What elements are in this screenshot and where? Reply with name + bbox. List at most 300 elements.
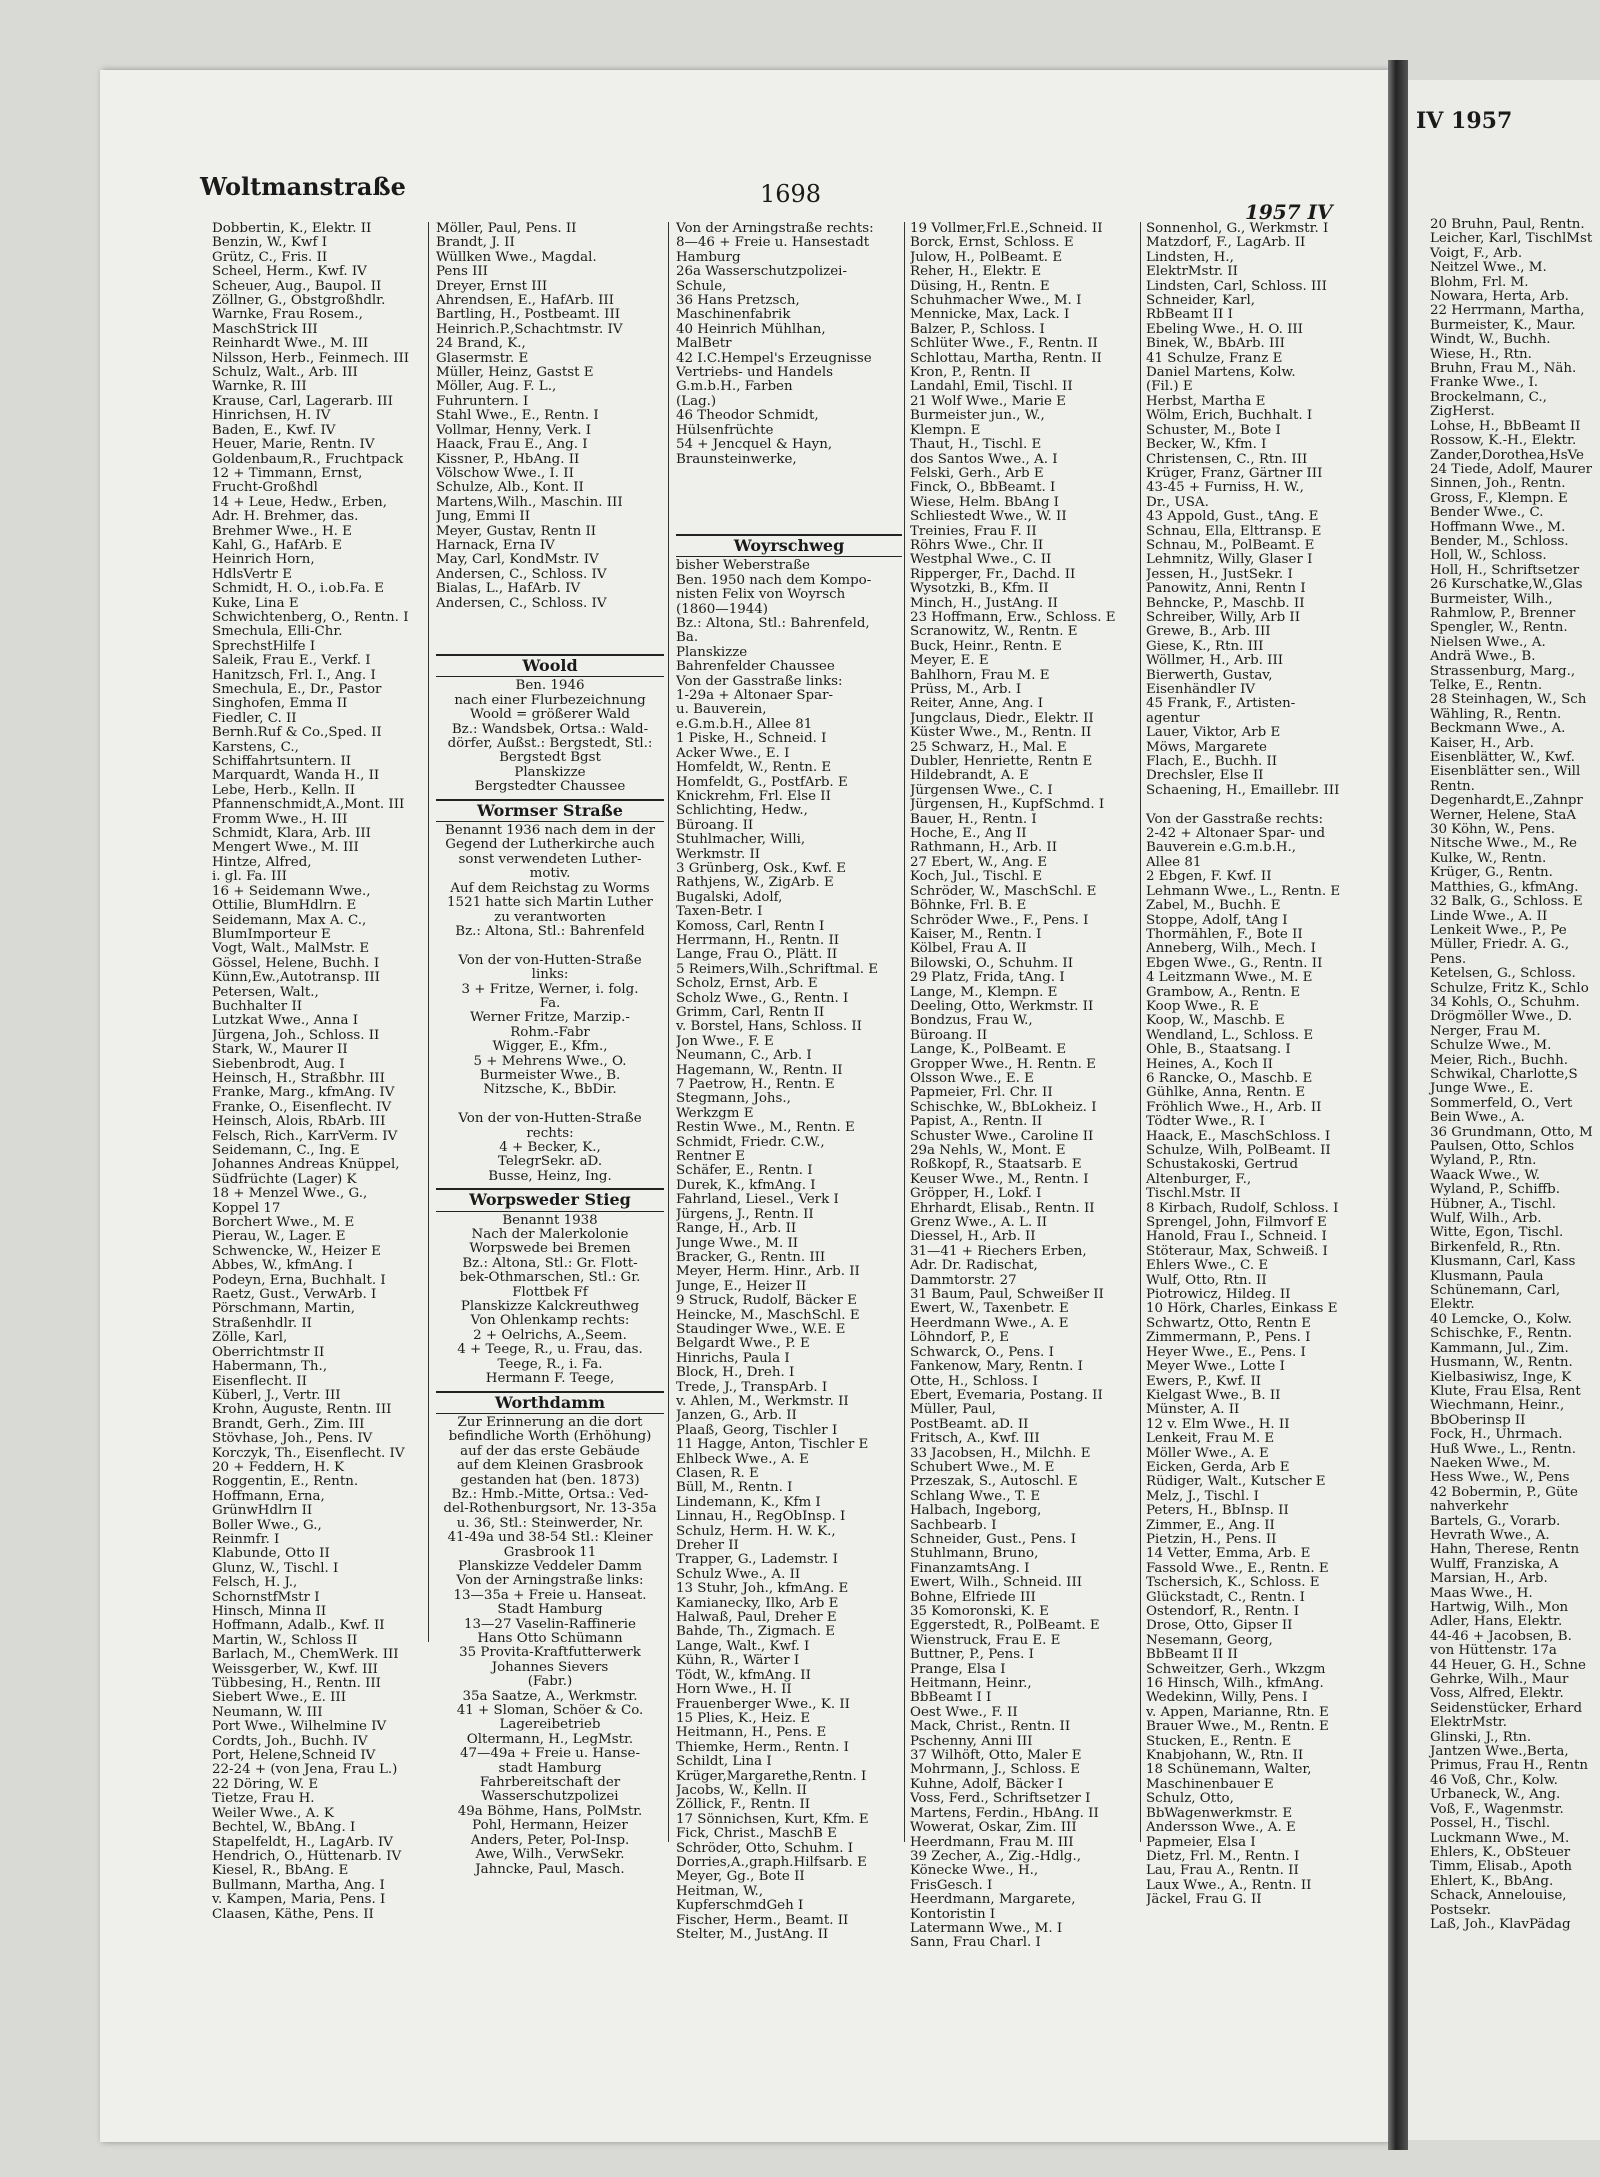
directory-entry: Kaiser, M., Rentn. I xyxy=(910,927,1042,942)
directory-entry: Buchhalter II xyxy=(212,999,303,1014)
directory-entry: Klusmann, Carl, Kass xyxy=(1430,1254,1576,1270)
section-line xyxy=(436,1098,664,1112)
directory-entry: 15 Plies, K., Heiz. E xyxy=(676,1711,811,1726)
directory-entry: 4 Leitzmann Wwe., M. E xyxy=(1146,971,1313,986)
directory-entry: Ehlers Wwe., C. E xyxy=(1146,1259,1269,1274)
directory-entry: Allee 81 xyxy=(1146,855,1202,870)
directory-entry: Schlottau, Martha, Rentn. II xyxy=(910,351,1102,366)
directory-entry: Brauer Wwe., M., Rentn. E xyxy=(1146,1720,1329,1735)
directory-entry: Franke, Marg., kfmAng. IV xyxy=(212,1086,395,1101)
section-line: 13—27 Vaselin-Raffinerie xyxy=(464,1617,636,1632)
directory-entry: Buck, Heinr., Rentn. E xyxy=(910,639,1062,654)
directory-entry: Kammann, Jul., Zim. xyxy=(1430,1340,1569,1356)
directory-entry: Treinies, Frau F. II xyxy=(910,524,1037,539)
directory-entry: Tödter Wwe., R. I xyxy=(1146,1115,1265,1130)
directory-entry: 14 + Leue, Hedw., Erben, xyxy=(212,495,388,510)
street-section-title: Woold xyxy=(436,654,664,677)
directory-entry: Blohm, Frl. M. xyxy=(1430,274,1529,290)
section-line: gestanden hat (ben. 1873) xyxy=(460,1473,640,1488)
directory-entry: Oest Wwe., F. II xyxy=(910,1705,1018,1720)
directory-entry: 31—41 + Riechers Erben, xyxy=(910,1244,1087,1259)
section-line: 4 + Teege, R., u. Frau, das. xyxy=(457,1343,643,1358)
section-line: 1521 hatte sich Martin Luther xyxy=(447,896,653,911)
directory-entry: Jürgena, Joh., Schloss. II xyxy=(212,1028,380,1043)
directory-entry: MalBetr xyxy=(676,337,732,352)
directory-entry: Leicher, Karl, TischlMst xyxy=(1430,231,1593,247)
directory-entry: Bz.: Altona, Stl.: Bahrenfeld, xyxy=(676,617,870,632)
directory-entry: Matzdorf, F., LagArb. II xyxy=(1146,236,1306,251)
directory-entry: Bondzus, Frau W., xyxy=(910,1014,1033,1029)
directory-entry: Bauer, H., Rentn. I xyxy=(910,812,1037,827)
directory-entry: Halbach, Ingeborg, xyxy=(910,1504,1042,1519)
directory-entry: Nitsche Wwe., M., Re xyxy=(1430,836,1577,852)
directory-entry: Mennicke, Max, Lack. I xyxy=(910,308,1070,323)
directory-entry: Schack, Annelouise, xyxy=(1430,1888,1567,1904)
directory-entry: Wähling, R., Rentn. xyxy=(1430,706,1562,722)
directory-entry: Minch, H., JustAng. II xyxy=(910,596,1058,611)
directory-entry: Martens, Ferdin., HbAng. II xyxy=(910,1806,1099,1821)
directory-entry: 22 Herrmann, Martha, xyxy=(1430,303,1585,319)
directory-entry: Jantzen Wwe.,Berta, xyxy=(1430,1744,1569,1760)
directory-entry: Möller Wwe., A. E xyxy=(1146,1446,1269,1461)
directory-entry: Flach, E., Buchh. II xyxy=(1146,755,1278,770)
directory-entry: Ben. 1950 nach dem Kompo- xyxy=(676,573,872,588)
directory-entry: Grimm, Carl, Rentn II xyxy=(676,1006,825,1020)
directory-entry: Koch, Jul., Tischl. E xyxy=(910,870,1043,885)
directory-entry: Westphal Wwe., C. II xyxy=(910,553,1052,568)
directory-entry: Becker, W., Kfm. I xyxy=(1146,438,1267,453)
directory-entry: Meyer Wwe., Lotte I xyxy=(1146,1360,1285,1375)
directory-entry: Grenz Wwe., A. L. II xyxy=(910,1216,1048,1231)
directory-entry: Deeling, Otto, Werkmstr. II xyxy=(910,999,1094,1014)
directory-entry: Waack Wwe., W. xyxy=(1430,1167,1541,1183)
directory-entry: Heitman, W., xyxy=(676,1884,764,1899)
directory-entry: Panowitz, Anni, Rentn I xyxy=(1146,582,1306,597)
directory-entry: Ba. xyxy=(676,631,699,646)
directory-entry: Glinski, J., Rtn. xyxy=(1430,1729,1532,1745)
directory-entry: 20 Bruhn, Paul, Rentn. xyxy=(1430,217,1585,232)
directory-entry: Lindsten, Carl, Schloss. III xyxy=(1146,279,1327,294)
section-line: TelegrSekr. aD. xyxy=(497,1155,603,1170)
directory-entry: Mack, Christ., Rentn. II xyxy=(910,1720,1071,1735)
directory-entry: Sinnen, Joh., Rentn. xyxy=(1430,476,1566,492)
column-3 xyxy=(676,222,902,522)
directory-entry: Matthies, G., kfmAng. xyxy=(1430,879,1579,895)
directory-entry: Husmann, W., Rentn. xyxy=(1430,1355,1573,1371)
section-line: Stadt Hamburg xyxy=(497,1603,603,1618)
section-line: Von Ohlenkamp rechts: xyxy=(470,1314,630,1329)
directory-entry: 24 Tiede, Adolf, Maurer xyxy=(1430,461,1593,477)
directory-entry: Dubler, Henriette, Rentn E xyxy=(910,755,1093,770)
directory-entry: Gehrke, Wilh., Maur xyxy=(1430,1672,1569,1688)
directory-entry: 29a Nehls, W., Mont. E xyxy=(910,1144,1066,1158)
directory-entry: Braunsteinwerke, xyxy=(676,452,797,467)
directory-entry: Bauverein e.G.m.b.H., xyxy=(1146,841,1297,856)
section-line: Rohm.-Fabr xyxy=(510,1025,590,1040)
directory-entry: Werkzgm E xyxy=(676,1106,754,1121)
directory-entry: Schröder, W., MaschSchl. E xyxy=(910,884,1097,899)
section-line: 13—35a + Freie u. Hanseat. xyxy=(453,1588,647,1603)
section-line: Bergstedter Chaussee xyxy=(474,780,626,795)
directory-entry: Bender, M., Schloss. xyxy=(1430,533,1569,549)
directory-entry: Brehmer Wwe., H. E xyxy=(212,524,352,539)
directory-entry: Möller, Paul, Pens. II xyxy=(436,222,577,236)
directory-entry: 20 + Feddern, H. K xyxy=(212,1460,345,1475)
directory-entry: 6 Rancke, O., Maschb. E xyxy=(1146,1071,1313,1086)
directory-entry: Kiesel, R., BbAng. E xyxy=(212,1864,349,1879)
section-line: Johannes Sievers xyxy=(491,1660,609,1675)
street-section-title: Woyrschweg xyxy=(676,534,902,557)
directory-entry: Harnack, Erna IV xyxy=(436,538,555,553)
year-volume: 1957 IV xyxy=(1245,200,1333,224)
section-line: Bergstedt Bgst xyxy=(499,751,601,766)
directory-entry: Schiffahrtsuntern. II xyxy=(212,755,352,770)
directory-entry: 27 Ebert, W., Ang. E xyxy=(910,855,1048,870)
directory-entry: Hendrich, O., Hüttenarb. IV xyxy=(212,1849,402,1864)
directory-entry: Burmeister, Wilh., xyxy=(1430,591,1553,607)
directory-entry: Finck, O., BbBeamt. I xyxy=(910,481,1056,496)
directory-entry: Scholz Wwe., G., Rentn. I xyxy=(676,991,849,1006)
section-line: links: xyxy=(531,968,569,983)
section-line: Benannt 1938 xyxy=(502,1213,598,1228)
directory-entry: ZigHerst. xyxy=(1430,404,1495,420)
directory-entry: Primus, Frau H., Rentn xyxy=(1430,1758,1589,1774)
directory-entry: Krause, Carl, Lagerarb. III xyxy=(212,394,393,409)
directory-entry: Dreher II xyxy=(676,1539,739,1554)
directory-entry: Behncke, P., Maschb. II xyxy=(1146,596,1305,611)
directory-entry: Schnau, M., PolBeamt. E xyxy=(1146,538,1315,553)
directory-entry: Stapelfeldt, H., LagArb. IV xyxy=(212,1835,393,1850)
directory-entry: 8—46 + Freie u. Hansestadt xyxy=(676,236,870,251)
directory-entry: Schreiber, Willy, Arb II xyxy=(1146,610,1300,625)
section-line: Wasserschutzpolizei xyxy=(481,1790,619,1805)
directory-entry: nahverkehr xyxy=(1430,1499,1509,1515)
directory-entry: Lange, M., Klempn. E xyxy=(910,985,1058,1000)
directory-entry: Müller, Paul, xyxy=(910,1403,996,1418)
directory-entry: Staudinger Wwe., W.E. E xyxy=(676,1322,846,1337)
directory-entry: Eisenblätter, W., Kwf. xyxy=(1430,750,1575,766)
directory-entry: Heitmann, H., Pens. E xyxy=(676,1726,827,1741)
directory-entry: Sann, Frau Charl. I xyxy=(910,1936,1041,1951)
directory-entry: Ehlers, K., ObSteuer xyxy=(1430,1844,1571,1860)
directory-entry: Ebeling Wwe., H. O. III xyxy=(1146,322,1303,337)
section-line: Von der von-Hutten-Straße xyxy=(458,1112,642,1127)
directory-entry: 2 Ebgen, F. Kwf. II xyxy=(1146,870,1272,885)
directory-entry: Hevrath Wwe., A. xyxy=(1430,1527,1550,1543)
directory-entry: Postsekr. xyxy=(1430,1902,1491,1918)
directory-entry: Komoss, Carl, Rentn I xyxy=(676,919,825,934)
section-line: Anders, Peter, Pol-Insp. xyxy=(470,1833,630,1848)
directory-entry: Oberrichtmstr II xyxy=(212,1345,325,1360)
directory-entry: 26 Kurschatke,W.,Glas xyxy=(1430,577,1583,593)
directory-entry: Bein Wwe., A. xyxy=(1430,1110,1525,1126)
section-line: 3 + Fritze, Werner, i. folg. xyxy=(461,982,639,997)
directory-entry: Birkenfeld, R., Rtn. xyxy=(1430,1239,1561,1255)
directory-entry: Frucht-Großhdl xyxy=(212,481,318,496)
directory-entry: Daniel Martens, Kolw. xyxy=(1146,366,1296,381)
directory-entry: Schünemann, Carl, xyxy=(1430,1283,1561,1299)
directory-entry: Lange, Frau O., Plätt. II xyxy=(676,948,838,963)
directory-entry: Nerger, Frau M. xyxy=(1430,1023,1541,1039)
directory-entry: Neumann, C., Arb. I xyxy=(676,1049,812,1064)
directory-entry: Altenburger, F., xyxy=(1146,1172,1252,1187)
directory-entry: Herbst, Martha E xyxy=(1146,394,1266,409)
directory-entry: 21 Wolf Wwe., Marie E xyxy=(910,394,1066,409)
directory-entry: Wiechmann, Heinr., xyxy=(1430,1398,1565,1414)
directory-entry: FrisGesch. I xyxy=(910,1878,993,1893)
directory-entry: Wiese, H., Rtn. xyxy=(1430,346,1532,362)
directory-entry: GrünwHdlrn II xyxy=(212,1504,313,1519)
directory-entry: Jürgensen, H., KupfSchmd. I xyxy=(910,798,1105,813)
directory-entry: Hoffmann, Adalb., Kwf. II xyxy=(212,1619,385,1634)
directory-entry: 37 Wilhöft, Otto, Maler E xyxy=(910,1749,1082,1764)
directory-entry: Vertriebs- und Handels xyxy=(676,366,833,381)
directory-entry: v. Borstel, Hans, Schloss. II xyxy=(676,1020,862,1035)
directory-entry: Huß Wwe., L., Rentn. xyxy=(1430,1441,1576,1457)
directory-entry: Warnke, R. III xyxy=(212,380,307,395)
directory-entry: Schnau, Ella, Elttransp. E xyxy=(1146,524,1322,539)
directory-entry: Hoffmann Wwe., M. xyxy=(1430,519,1566,535)
directory-entry: Schwarck, O., Pens. I xyxy=(910,1345,1054,1360)
directory-entry: Diessel, H., Arb. II xyxy=(910,1230,1036,1245)
directory-entry: Knabjohann, W., Rtn. II xyxy=(1146,1749,1304,1764)
directory-entry: Lau, Frau A., Rentn. II xyxy=(1146,1864,1299,1879)
section-line: 35a Saatze, A., Werkmstr. xyxy=(462,1689,638,1704)
section-line: Fahrbereitschaft der xyxy=(479,1776,621,1791)
directory-entry: Pschenny, Anni III xyxy=(910,1734,1033,1749)
directory-entry: Schmidt, H. O., i.ob.Fa. E xyxy=(212,582,384,597)
directory-entry: 28 Steinhagen, W., Sch xyxy=(1430,692,1587,708)
directory-entry: Knickrehm, Frl. Else II xyxy=(676,789,831,804)
directory-entry: Piotrowicz, Hildeg. II xyxy=(1146,1288,1291,1303)
directory-entry: Bullmann, Martha, Ang. I xyxy=(212,1878,385,1893)
directory-entry: Kühn, R., Wärter I xyxy=(676,1654,800,1669)
directory-entry: nisten Felix von Woyrsch xyxy=(676,588,846,603)
directory-entry: Stoppe, Adolf, tAng I xyxy=(1146,913,1288,928)
section-line: Ben. 1946 xyxy=(515,679,585,694)
directory-entry: Nesemann, Georg, xyxy=(1146,1633,1273,1648)
directory-entry: Wienstruck, Frau E. E xyxy=(910,1633,1061,1648)
directory-entry: Schulz, Walt., Arb. III xyxy=(212,366,358,381)
directory-entry: Seidenstücker, Erhard xyxy=(1430,1700,1583,1716)
directory-entry: Heinsch, Alois, RbArb. III xyxy=(212,1115,386,1130)
directory-entry: Hamburg xyxy=(676,250,741,265)
directory-entry: SprechstHilfe I xyxy=(212,639,316,654)
section-line: 41 + Sloman, Schöer & Co. xyxy=(456,1704,644,1719)
directory-entry: Röhrs Wwe., Chr. II xyxy=(910,538,1044,553)
directory-entry: i. gl. Fa. III xyxy=(212,870,287,885)
directory-entry: Klusmann, Paula xyxy=(1430,1268,1544,1284)
directory-entry: Nielsen Wwe., A. xyxy=(1430,634,1546,650)
directory-entry: Fock, H., Uhrmach. xyxy=(1430,1427,1563,1443)
directory-entry: Andersen, C., Schloss. IV xyxy=(436,596,607,611)
directory-entry: Smechula, E., Dr., Pastor xyxy=(212,683,382,697)
directory-entry: 22-24 + (von Jena, Frau L.) xyxy=(212,1763,398,1778)
section-line: Worpswede bei Bremen xyxy=(469,1242,631,1257)
directory-entry: Wölm, Erich, Buchhalt. I xyxy=(1146,409,1313,424)
directory-entry: Korczyk, Th., Eisenflecht. IV xyxy=(212,1446,405,1461)
section-line: Hermann F. Teege, xyxy=(485,1372,615,1387)
directory-entry: Smechula, Elli-Chr. xyxy=(212,625,343,640)
directory-entry: 44 Heuer, G. H., Schne xyxy=(1430,1657,1586,1673)
directory-entry: G.m.b.H., Farben xyxy=(676,380,793,395)
directory-entry: BbWagenwerkmstr. E xyxy=(1146,1806,1293,1821)
directory-entry: Bugalski, Adolf, xyxy=(676,890,783,905)
directory-entry: Stahl Wwe., E., Rentn. I xyxy=(436,409,599,424)
directory-entry: Heinrich Horn, xyxy=(212,553,315,568)
section-line: 5 + Mehrens Wwe., O. xyxy=(473,1054,627,1069)
directory-entry: Schlang Wwe., T. E xyxy=(910,1489,1041,1504)
directory-entry: Kissner, P., HbAng. II xyxy=(436,452,580,467)
directory-entry: Holl, W., Schloss. xyxy=(1430,548,1547,564)
directory-entry: Beckmann Wwe., A. xyxy=(1430,721,1566,737)
directory-entry: Dorries,A.,graph.Hilfsarb. E xyxy=(676,1855,867,1870)
directory-entry: Schischke, W., BbLokheiz. I xyxy=(910,1100,1097,1115)
directory-entry: Glückstadt, C., Rentn. I xyxy=(1146,1590,1305,1605)
directory-entry: Jäckel, Frau G. II xyxy=(1146,1893,1262,1908)
directory-entry: Bahde, Th., Zigmach. E xyxy=(676,1625,836,1640)
directory-entry: Paulsen, Otto, Schlos xyxy=(1430,1139,1575,1154)
directory-entry: Drechsler, Else II xyxy=(1146,769,1264,784)
directory-entry: Möws, Margarete xyxy=(1146,740,1267,755)
directory-entry: Ahrendsen, E., HafArb. III xyxy=(436,294,614,309)
directory-entry: Kron, P., Rentn. II xyxy=(910,366,1031,381)
directory-entry: FinanzamtsAng. I xyxy=(910,1561,1030,1576)
directory-entry: Scheel, Herm., Kwf. IV xyxy=(212,265,367,280)
directory-entry: Baden, E., Kwf. IV xyxy=(212,423,336,438)
directory-entry: Timm, Elisab., Apoth xyxy=(1430,1859,1572,1875)
directory-entry: Gröpper, H., Lokf. I xyxy=(910,1187,1042,1202)
directory-entry: 10 Hörk, Charles, Einkass E xyxy=(1146,1302,1338,1317)
directory-entry: Cordts, Joh., Buchh. IV xyxy=(212,1734,368,1749)
directory-entry: Lindemann, K., Kfm I xyxy=(676,1495,821,1510)
directory-entry: Jacobs, W., Kelln. II xyxy=(676,1783,807,1798)
directory-entry: Bender Wwe., C. xyxy=(1430,505,1544,521)
directory-entry: Büroang. II xyxy=(676,818,754,833)
directory-entry: 34 Kohls, O., Schuhm. xyxy=(1430,994,1580,1010)
section-line: Teege, R., i. Fa. xyxy=(497,1357,603,1372)
directory-entry: Adr. H. Brehmer, das. xyxy=(212,510,359,525)
directory-entry: Fischer, Herm., Beamt. II xyxy=(676,1913,849,1928)
directory-entry: Wulf, Wilh., Arb. xyxy=(1430,1211,1542,1227)
directory-entry: Lebe, Herb., Kelln. II xyxy=(212,783,356,798)
directory-entry: Lehmnitz, Willy, Glaser I xyxy=(1146,553,1313,568)
directory-entry: Hildebrandt, A. E xyxy=(910,769,1029,784)
directory-entry: Hinrichsen, H. IV xyxy=(212,409,331,424)
directory-entry: (1860—1944) xyxy=(676,602,768,617)
directory-entry: Reiter, Anne, Ang. I xyxy=(910,697,1044,712)
directory-entry: Jürgens, J., Rentn. II xyxy=(676,1207,814,1222)
directory-entry: 31 Baum, Paul, Schweißer II xyxy=(910,1288,1104,1303)
directory-entry: Gössel, Helene, Buchh. I xyxy=(212,956,380,971)
directory-entry: Hintze, Alfred, xyxy=(212,855,312,870)
directory-entry: Wöllmer, H., Arb. III xyxy=(1146,654,1284,669)
directory-entry: Haack, E., MaschSchloss. I xyxy=(1146,1129,1331,1144)
directory-entry: 42 I.C.Hempel's Erzeugnisse xyxy=(676,351,872,366)
directory-entry: Warnke, Frau Rosem., xyxy=(212,308,363,323)
directory-entry: Claasen, Käthe, Pens. II xyxy=(212,1907,374,1922)
directory-entry: Kaiser, H., Arb. xyxy=(1430,735,1534,751)
section-line xyxy=(436,939,664,953)
directory-entry: Hahn, Therese, Rentn xyxy=(1430,1542,1580,1558)
directory-entry: Heitmann, Heinr., xyxy=(910,1677,1032,1692)
directory-entry: Windt, W., Buchh. xyxy=(1430,332,1551,348)
directory-entry: Drose, Otto, Gipser II xyxy=(1146,1619,1293,1634)
directory-entry: Meyer, Herm. Hinr., Arb. II xyxy=(676,1265,860,1280)
directory-entry: Felsch, Rich., KarrVerm. IV xyxy=(212,1129,398,1144)
directory-entry: 3 Grünberg, Osk., Kwf. E xyxy=(676,861,847,876)
directory-entry: Zimmer, E., Ang. II xyxy=(1146,1518,1275,1533)
directory-entry: Hagemann, W., Rentn. II xyxy=(676,1063,843,1078)
directory-entry: Siebenbrodt, Aug. I xyxy=(212,1057,345,1072)
directory-entry: Elektr. xyxy=(1430,1297,1475,1313)
section-line: Bz.: Hmb.-Mitte, Ortsa.: Ved- xyxy=(451,1487,649,1502)
directory-entry: BbBeamt II II xyxy=(1146,1648,1238,1663)
directory-entry: Peters, H., BbInsp. II xyxy=(1146,1504,1289,1519)
directory-entry: Adler, Hans, Elektr. xyxy=(1430,1614,1563,1630)
directory-entry: Stelter, M., JustAng. II xyxy=(676,1928,829,1942)
directory-entry: Giese, K., Rtn. III xyxy=(1146,639,1264,654)
directory-entry: Acker Wwe., E. I xyxy=(676,746,790,761)
directory-entry: 35 Komoronski, K. E xyxy=(910,1605,1049,1619)
directory-entry: Neitzel Wwe., M. xyxy=(1430,260,1547,276)
directory-entry: Hanitzsch, Frl. I., Ang. I xyxy=(212,668,376,683)
directory-entry: Dammtorstr. 27 xyxy=(910,1273,1017,1288)
directory-entry: Buttner, P., Pens. I xyxy=(910,1648,1034,1663)
directory-entry: Dreyer, Ernst III xyxy=(436,279,548,294)
directory-entry: Junge, E., Heizer II xyxy=(676,1279,807,1294)
directory-entry: Ehlbeck Wwe., A. E xyxy=(676,1452,809,1467)
column-divider xyxy=(428,222,429,1642)
section-line: Lagereibetrieb xyxy=(499,1718,601,1733)
directory-entry: Büll, M., Rentn. I xyxy=(676,1481,793,1496)
directory-entry: 29 Platz, Frida, tAng. I xyxy=(910,971,1065,986)
directory-entry: Scranowitz, W., Rentn. E xyxy=(910,625,1078,640)
column-divider xyxy=(668,222,669,1842)
directory-entry: Wüllken Wwe., Magdal. xyxy=(436,250,597,265)
directory-entry: Schlichting, Hedw., xyxy=(676,804,808,819)
directory-entry: Koppel 17 xyxy=(212,1201,281,1216)
directory-entry: Latermann Wwe., M. I xyxy=(910,1921,1063,1936)
directory-entry: 39 Zecher, A., Zig.-Hdlg., xyxy=(910,1849,1082,1864)
directory-entry: Reinmfr. I xyxy=(212,1532,280,1547)
directory-entry: Glasermstr. E xyxy=(436,351,529,366)
section-line: nach einer Flurbezeichnung xyxy=(454,693,646,708)
directory-entry: Ehrhardt, Elisab., Rentn. II xyxy=(910,1201,1095,1216)
directory-entry: Luckmann Wwe., M. xyxy=(1430,1830,1570,1846)
directory-entry: Heerdmann Wwe., A. E xyxy=(910,1316,1069,1331)
directory-entry: v. Ahlen, M., Werkmstr. II xyxy=(676,1394,849,1409)
section-line: Auf dem Reichstag zu Worms xyxy=(450,881,650,896)
directory-entry: Taxen-Betr. I xyxy=(676,905,763,920)
directory-entry: Sprengel, John, Filmvorf E xyxy=(1146,1216,1327,1231)
directory-entry: Saleik, Frau E., Verkf. I xyxy=(212,654,371,669)
directory-entry: Löhndorf, P., E xyxy=(910,1331,1010,1346)
directory-entry: Vogt, Walt., MalMstr. E xyxy=(212,942,370,957)
directory-entry: Heines, A., Koch II xyxy=(1146,1057,1273,1072)
directory-entry: Wowerat, Oskar, Zim. III xyxy=(910,1821,1077,1836)
directory-entry: Eggerstedt, R., PolBeamt. E xyxy=(910,1619,1100,1634)
directory-entry: Krohn, Auguste, Rentn. III xyxy=(212,1403,392,1418)
directory-entry: Schneider, Gust., Pens. I xyxy=(910,1532,1077,1547)
directory-entry: Kuhne, Adolf, Bäcker I xyxy=(910,1777,1063,1792)
directory-entry: Neumann, W. III xyxy=(212,1705,323,1720)
directory-entry: Karstens, C., xyxy=(212,740,299,755)
directory-entry: Julow, H., PolBeamt. E xyxy=(910,250,1063,265)
directory-entry: Roßkopf, R., Staatsarb. E xyxy=(910,1158,1082,1173)
directory-entry: 32 Balk, G., Schloss. E xyxy=(1430,894,1583,910)
section-line: 4 + Becker, K., xyxy=(499,1141,601,1155)
